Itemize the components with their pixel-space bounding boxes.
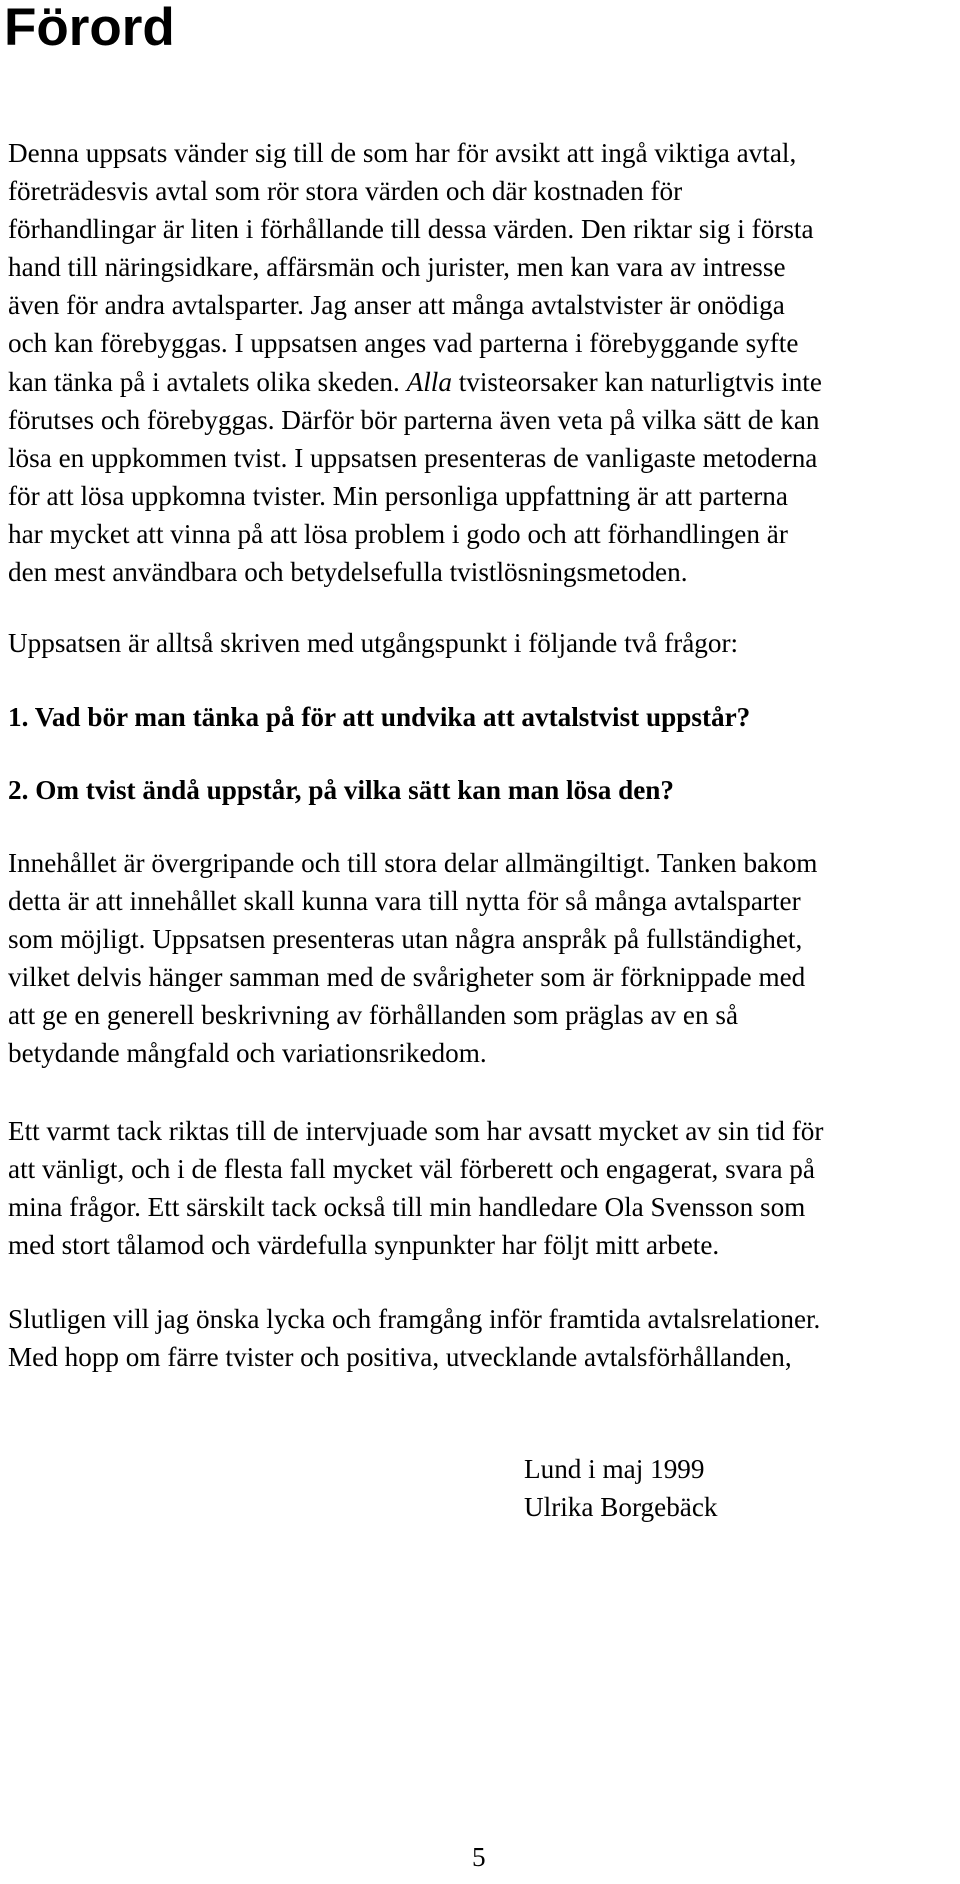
content-paragraph xyxy=(8,844,958,1073)
paragraph-line: vilket delvis hänger samman med de svårigheter som är förknippade med xyxy=(8,962,806,993)
paragraph-line xyxy=(8,401,958,439)
text-run: förutses och förebyggas. Därför bör parterna även veta på vilka sätt de kan xyxy=(8,404,820,435)
paragraph-line: detta är att innehållet skall kunna vara till nytta för så många avtalsparter xyxy=(8,886,801,917)
paragraph-line: mina frågor. Ett särskilt tack också till min handledare Ola Svensson som xyxy=(8,1192,806,1223)
text-run: tvisteorsaker kan naturligtvis inte xyxy=(451,366,822,397)
text-run: har mycket att vinna på att lösa problem i godo och att förhandlingen är xyxy=(8,518,788,549)
paragraph-line: att vänligt, och i de flesta fall mycket väl förberett och engagerat, svara på xyxy=(8,1154,815,1185)
signature-block xyxy=(524,1450,718,1526)
page-number: 5 xyxy=(472,1842,486,1872)
paragraph-line xyxy=(8,210,958,248)
text-run: lösa en uppkommen tvist. I uppsatsen presenteras de vanligaste metoderna xyxy=(8,442,818,473)
paragraph-line: Slutligen vill jag önska lycka och framgång inför framtida avtalsrelationer. xyxy=(8,1304,821,1334)
signature-place-date: Lund i maj 1999 xyxy=(524,1454,705,1484)
paragraph-line xyxy=(8,439,958,477)
text-run: Denna uppsats vänder sig till de som har för avsikt att ingå viktiga avtal, xyxy=(8,138,797,168)
paragraph-line: som möjligt. Uppsatsen presenteras utan några anspråk på fullständighet, xyxy=(8,924,803,955)
paragraph-line xyxy=(8,324,958,362)
paragraph-line: Med hopp om färre tvister och positiva, utvecklande avtalsförhållanden, xyxy=(8,1342,792,1373)
paragraph-line xyxy=(8,363,958,401)
text-run: den mest användbara och betydelsefulla tvistlösningsmetoden. xyxy=(8,557,688,588)
intro-paragraph xyxy=(8,134,958,591)
paragraph-line xyxy=(8,248,958,286)
paragraph-line xyxy=(8,477,958,515)
text-run: företrädesvis avtal som rör stora värden och där kostnaden för xyxy=(8,176,683,207)
question-1: 1. Vad bör man tänka på för att undvika att avtalstvist uppstår? xyxy=(8,702,751,732)
paragraph-line: med stort tålamod och värdefulla synpunkter har följt mitt arbete. xyxy=(8,1230,720,1261)
thanks-paragraph xyxy=(8,1112,958,1264)
closing-paragraph xyxy=(8,1300,958,1376)
text-run: och kan förebyggas. I uppsatsen anges vad parterna i förebyggande syfte xyxy=(8,328,799,359)
paragraph-line xyxy=(8,134,958,172)
paragraph-line xyxy=(8,515,958,553)
text-run: kan tänka på i avtalets olika skeden. xyxy=(8,366,407,397)
text-run: för att lösa uppkomna tvister. Min personliga uppfattning är att parterna xyxy=(8,480,788,511)
page-title: Förord xyxy=(4,0,175,57)
emphasized-word: Alla xyxy=(406,366,452,397)
paragraph-line: att ge en generell beskrivning av förhållanden som präglas av en så xyxy=(8,1000,739,1031)
text-run: hand till näringsidkare, affärsmän och jurister, men kan vara av intresse xyxy=(8,252,786,283)
paragraph-line: betydande mångfald och variationsrikedom. xyxy=(8,1038,487,1069)
signature-author: Ulrika Borgebäck xyxy=(524,1492,718,1523)
question-2: 2. Om tvist ändå uppstår, på vilka sätt kan man lösa den? xyxy=(8,775,674,805)
paragraph-line xyxy=(8,553,958,591)
paragraph-line xyxy=(8,286,958,324)
text-run: förhandlingar är liten i förhållande till dessa värden. Den riktar sig i första xyxy=(8,214,814,245)
paragraph-line: Innehållet är övergripande och till stora delar allmängiltigt. Tanken bakom xyxy=(8,848,818,878)
text-run: även för andra avtalsparter. Jag anser att många avtalstvister är onödiga xyxy=(8,290,785,321)
paragraph-line xyxy=(8,172,958,210)
paragraph-line: Ett varmt tack riktas till de intervjuade som har avsatt mycket av sin tid för xyxy=(8,1116,824,1146)
questions-intro: Uppsatsen är alltså skriven med utgångspunkt i följande två frågor: xyxy=(8,628,739,658)
